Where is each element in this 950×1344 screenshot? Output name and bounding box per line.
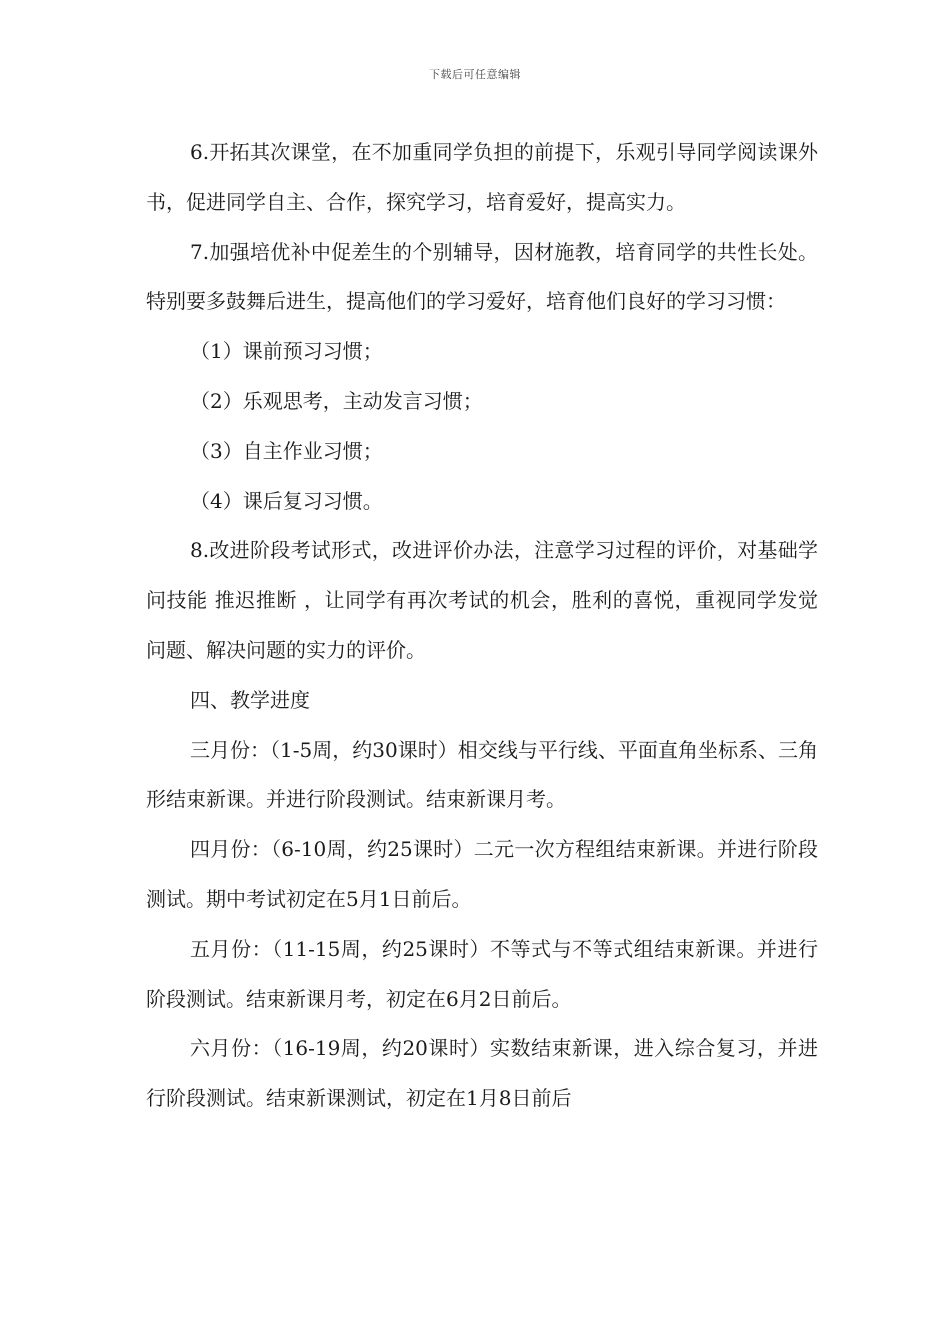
schedule-may: 五月份：（11-15周，约25课时）不等式与不等式组结束新课。并进行阶段测试。结束新课月考，初定在6月2日前后。 [146,936,818,1011]
schedule-march: 三月份：（1-5周，约30课时）相交线与平行线、平面直角坐标系、三角形结束新课。并进行阶段测试。结束新课月考。 [146,737,818,812]
habit-list-item-1: （1）课前预习习惯； [190,339,383,364]
paragraph-item-7: 7.加强培优补中促差生的个别辅导，因材施教，培育同学的共性长处。特别要多鼓舞后进生，提高他们的学习爱好，培育他们良好的学习习惯： [146,239,818,314]
habit-list-item-2: （2）乐观思考，主动发言习惯； [190,388,483,413]
paragraph-item-6: 6.开拓其次课堂，在不加重同学负担的前提下，乐观引导同学阅读课外书，促进同学自主、合作，探究学习，培育爱好，提高实力。 [146,140,818,214]
page-header: 下载后可任意编辑 [429,68,521,81]
paragraph-item-8: 8.改进阶段考试形式，改进评价办法，注意学习过程的评价，对基础学问技能 推迟推断 ，让同学有再次考试的机会，胜利的喜悦，重视同学发觉问题、解决问题的实力的评价。 [146,538,818,662]
document-body [146,128,818,1124]
habit-list-item-3: （3）自主作业习惯； [190,438,383,463]
schedule-april: 四月份：（6-10周，约25课时）二元一次方程组结束新课。并进行阶段测试。期中考试初定在5月1日前后。 [146,837,818,911]
section-heading-teaching-progress: 四、教学进度 [190,687,310,712]
schedule-june: 六月份：（16-19周，约20课时）实数结束新课，进入综合复习，并进行阶段测试。结束新课测试，初定在1月8日前后 [146,1036,818,1111]
habit-list-item-4: （4）课后复习习惯。 [190,488,383,513]
